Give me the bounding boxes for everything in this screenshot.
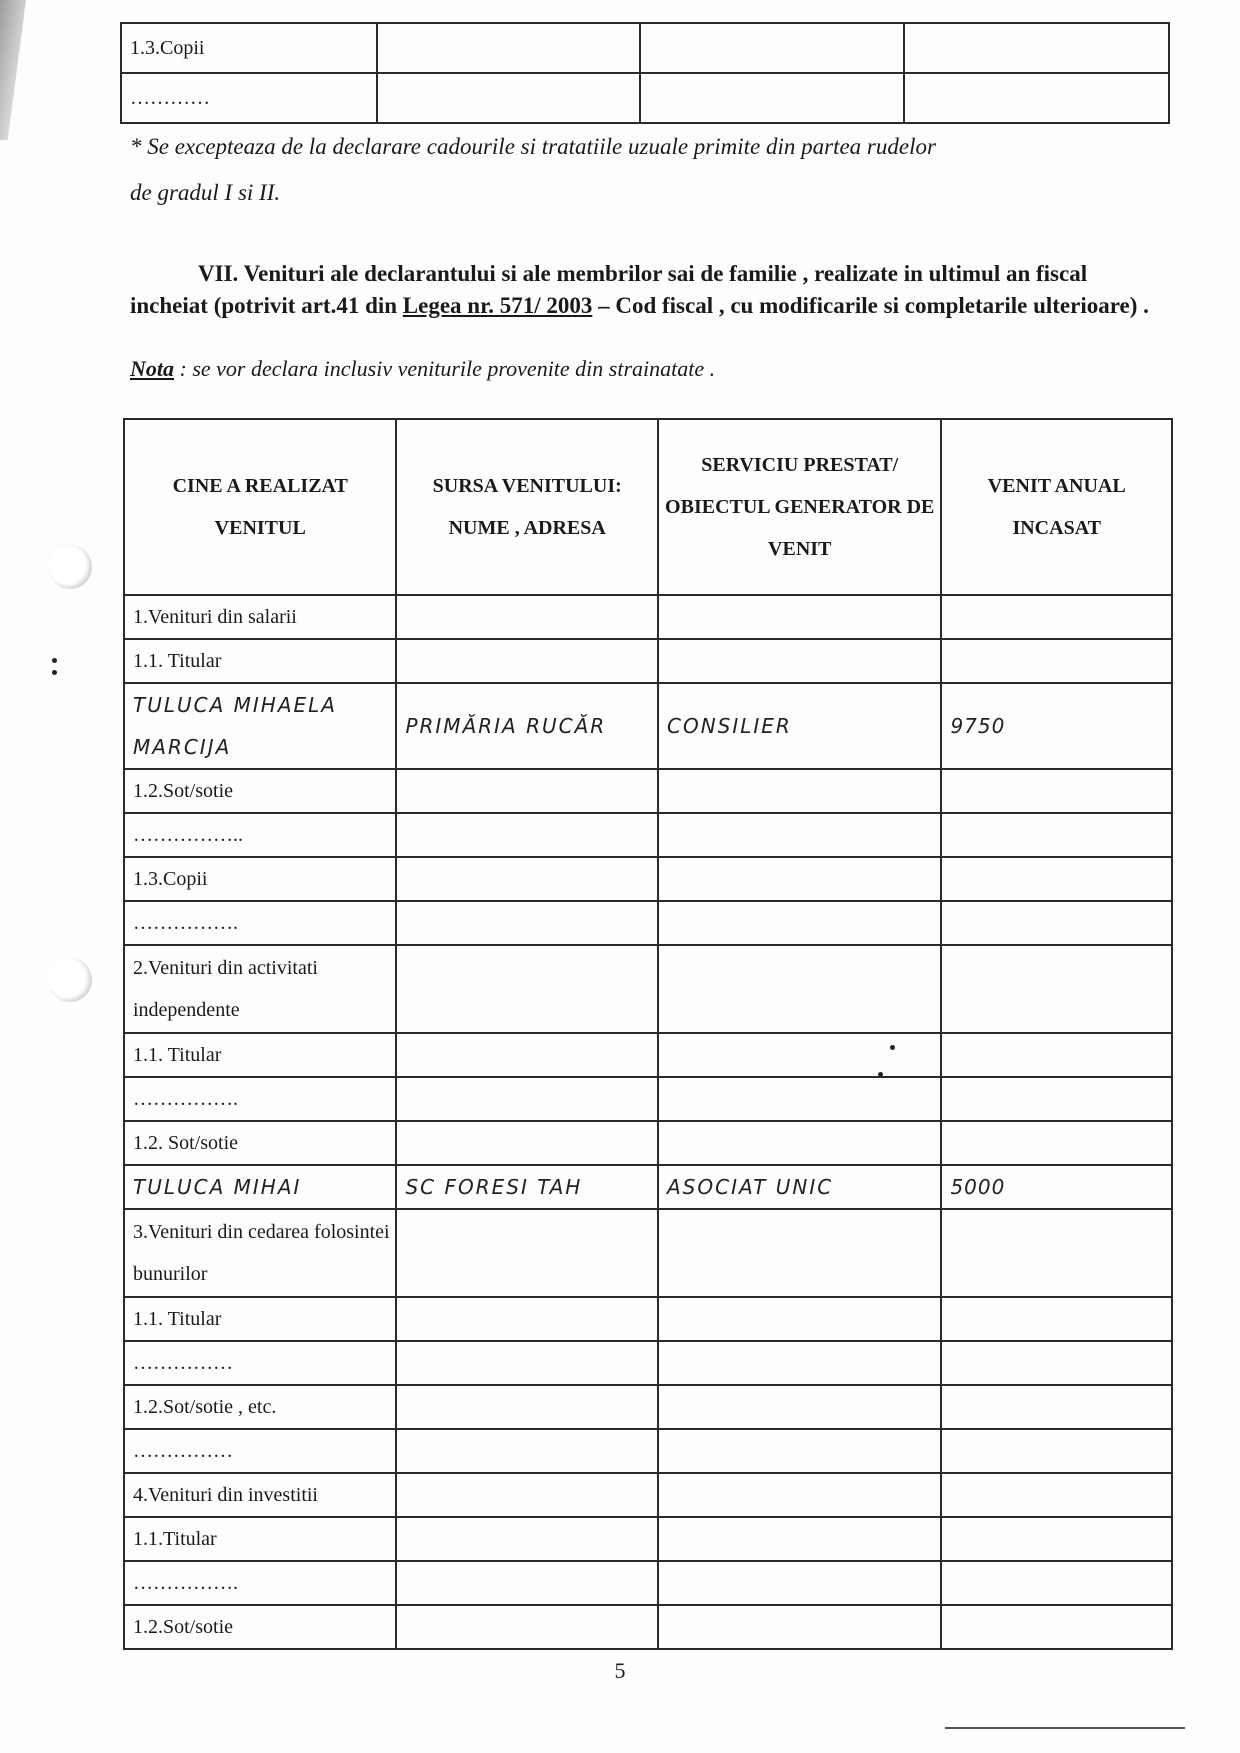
serviciu-cell [658, 1605, 941, 1649]
cine-cell: TULUCA MIHAELA MARCIJA [124, 683, 396, 769]
section-heading [130, 258, 1170, 322]
handwritten-entry-row [124, 1165, 1172, 1209]
sursa-cell [396, 1077, 658, 1121]
header-cine-a-realizat: CINE A REALIZAT VENITUL [124, 419, 396, 595]
footer-rule [945, 1727, 1185, 1729]
sursa-cell [396, 1385, 658, 1429]
cine-cell: 1.2.Sot/sotie [124, 769, 396, 813]
footnote-line-2: de gradul I si II. [130, 180, 281, 205]
serviciu-cell [658, 1209, 941, 1297]
sursa-cell: SC FORESI TAH [396, 1165, 658, 1209]
page-number: 5 [614, 1658, 626, 1683]
venit-cell [941, 1605, 1172, 1649]
sursa-cell [396, 1561, 658, 1605]
table-row [124, 1473, 1172, 1517]
cine-cell: 1.3.Copii [124, 857, 396, 901]
cine-cell: TULUCA MIHAI [124, 1165, 396, 1209]
section-numeral: VII. [198, 261, 239, 286]
sursa-cell [396, 1033, 658, 1077]
venit-cell [941, 1077, 1172, 1121]
table-row [124, 1561, 1172, 1605]
serviciu-cell [658, 813, 941, 857]
sursa-cell [396, 639, 658, 683]
serviciu-cell [658, 1561, 941, 1605]
serviciu-cell [658, 1473, 941, 1517]
cine-cell: 1.2. Sot/sotie [124, 1121, 396, 1165]
serviciu-cell [658, 769, 941, 813]
section-text-1: Venituri ale declarantului si ale membrilor sai de familie , realizate in ultimul an fiscal incheiat (potrivit art.41 din [130, 261, 1088, 318]
sursa-cell: PRIMĂRIA RUCĂR [396, 683, 658, 769]
venit-cell [941, 769, 1172, 813]
sursa-cell [396, 1297, 658, 1341]
serviciu-cell [658, 857, 941, 901]
sursa-cell [396, 857, 658, 901]
venit-cell [941, 639, 1172, 683]
footnote-line-1: * Se excepteaza de la declarare cadourile si tratatiile uzuale primite din partea rudelor [130, 134, 936, 159]
table-row [124, 1341, 1172, 1385]
serviciu-cell: CONSILIER [658, 683, 941, 769]
sursa-cell [396, 769, 658, 813]
scan-edge-shadow [0, 0, 26, 140]
scan-speck [52, 658, 57, 663]
venit-cell: 5000 [941, 1165, 1172, 1209]
serviciu-cell [658, 595, 941, 639]
venit-cell [941, 1341, 1172, 1385]
empty-cell [377, 23, 640, 73]
sursa-cell [396, 1605, 658, 1649]
header-serviciu-prestat: SERVICIU PRESTAT/ OBIECTUL GENERATOR DE VENIT [658, 419, 941, 595]
venit-cell [941, 1121, 1172, 1165]
table-row [124, 813, 1172, 857]
cine-cell: 4.Venituri din investitii [124, 1473, 396, 1517]
section-text-2: – Cod fiscal , cu modificarile si completarile ulterioare) . [592, 293, 1149, 318]
cine-cell: ……………. [124, 901, 396, 945]
cine-cell: ……………. [124, 1561, 396, 1605]
punch-hole-upper [48, 545, 92, 589]
empty-cell [904, 73, 1169, 123]
cine-cell: …………… [124, 1429, 396, 1473]
serviciu-cell [658, 639, 941, 683]
scan-speck [52, 670, 57, 675]
venit-cell [941, 1561, 1172, 1605]
sursa-cell [396, 1209, 658, 1297]
punch-hole-lower [48, 958, 92, 1002]
table-header-row [124, 419, 1172, 595]
empty-cell [377, 73, 640, 123]
table-row [124, 1209, 1172, 1297]
row-label: 1.3.Copii [121, 23, 377, 73]
cine-cell: 1.Venituri din salarii [124, 595, 396, 639]
nota-text: : se vor declara inclusiv veniturile provenite din strainatate . [174, 356, 716, 381]
serviciu-cell: ASOCIAT UNIC [658, 1165, 941, 1209]
serviciu-cell [658, 945, 941, 1033]
table-row [121, 73, 1169, 123]
cine-cell: 1.1. Titular [124, 639, 396, 683]
venit-cell [941, 1517, 1172, 1561]
table-row [121, 23, 1169, 73]
cine-cell: …………….. [124, 813, 396, 857]
row-label: ………… [121, 73, 377, 123]
serviciu-cell [658, 1429, 941, 1473]
serviciu-cell [658, 1121, 941, 1165]
header-venit-anual: VENIT ANUAL INCASAT [941, 419, 1172, 595]
cine-cell: 1.2.Sot/sotie , etc. [124, 1385, 396, 1429]
handwritten-entry-row [124, 683, 1172, 769]
venit-cell [941, 1033, 1172, 1077]
serviciu-cell [658, 1517, 941, 1561]
sursa-cell [396, 945, 658, 1033]
cine-cell: 1.1. Titular [124, 1033, 396, 1077]
sursa-cell [396, 901, 658, 945]
continuation-table [120, 22, 1170, 124]
cine-cell: 3.Venituri din cedarea folosintei bunurilor [124, 1209, 396, 1297]
table-row [124, 1429, 1172, 1473]
table-row [124, 1385, 1172, 1429]
cine-cell: …………… [124, 1341, 396, 1385]
table-row [124, 1517, 1172, 1561]
table-row [124, 769, 1172, 813]
venit-cell [941, 1209, 1172, 1297]
empty-cell [904, 23, 1169, 73]
venit-cell [941, 945, 1172, 1033]
sursa-cell [396, 813, 658, 857]
nota [130, 356, 1170, 382]
table-row [124, 1605, 1172, 1649]
sursa-cell [396, 1473, 658, 1517]
header-sursa-venitului: SURSA VENITULUI: NUME , ADRESA [396, 419, 658, 595]
venit-cell [941, 595, 1172, 639]
venit-cell [941, 813, 1172, 857]
table-row [124, 1033, 1172, 1077]
table-row [124, 1121, 1172, 1165]
serviciu-cell [658, 1033, 941, 1077]
cine-cell: 1.2.Sot/sotie [124, 1605, 396, 1649]
venit-cell [941, 1429, 1172, 1473]
venit-cell [941, 857, 1172, 901]
sursa-cell [396, 1121, 658, 1165]
venit-cell [941, 1385, 1172, 1429]
serviciu-cell [658, 1297, 941, 1341]
venit-cell [941, 1297, 1172, 1341]
cine-cell: 1.1. Titular [124, 1297, 396, 1341]
sursa-cell [396, 1517, 658, 1561]
nota-label: Nota [130, 356, 174, 381]
serviciu-cell [658, 1077, 941, 1121]
income-table [123, 418, 1173, 1650]
cine-cell: 1.1.Titular [124, 1517, 396, 1561]
sursa-cell [396, 1429, 658, 1473]
cine-cell: ……………. [124, 1077, 396, 1121]
empty-cell [640, 73, 903, 123]
serviciu-cell [658, 1385, 941, 1429]
table-row [124, 901, 1172, 945]
empty-cell [640, 23, 903, 73]
table-row [124, 857, 1172, 901]
table-row [124, 639, 1172, 683]
cine-cell: 2.Venituri din activitati independente [124, 945, 396, 1033]
venit-cell [941, 901, 1172, 945]
sursa-cell [396, 1341, 658, 1385]
sursa-cell [396, 595, 658, 639]
table-row [124, 595, 1172, 639]
law-reference: Legea nr. 571/ 2003 [402, 293, 593, 318]
serviciu-cell [658, 1341, 941, 1385]
venit-cell: 9750 [941, 683, 1172, 769]
table-row [124, 1297, 1172, 1341]
serviciu-cell [658, 901, 941, 945]
table-row [124, 1077, 1172, 1121]
venit-cell [941, 1473, 1172, 1517]
table-row [124, 945, 1172, 1033]
